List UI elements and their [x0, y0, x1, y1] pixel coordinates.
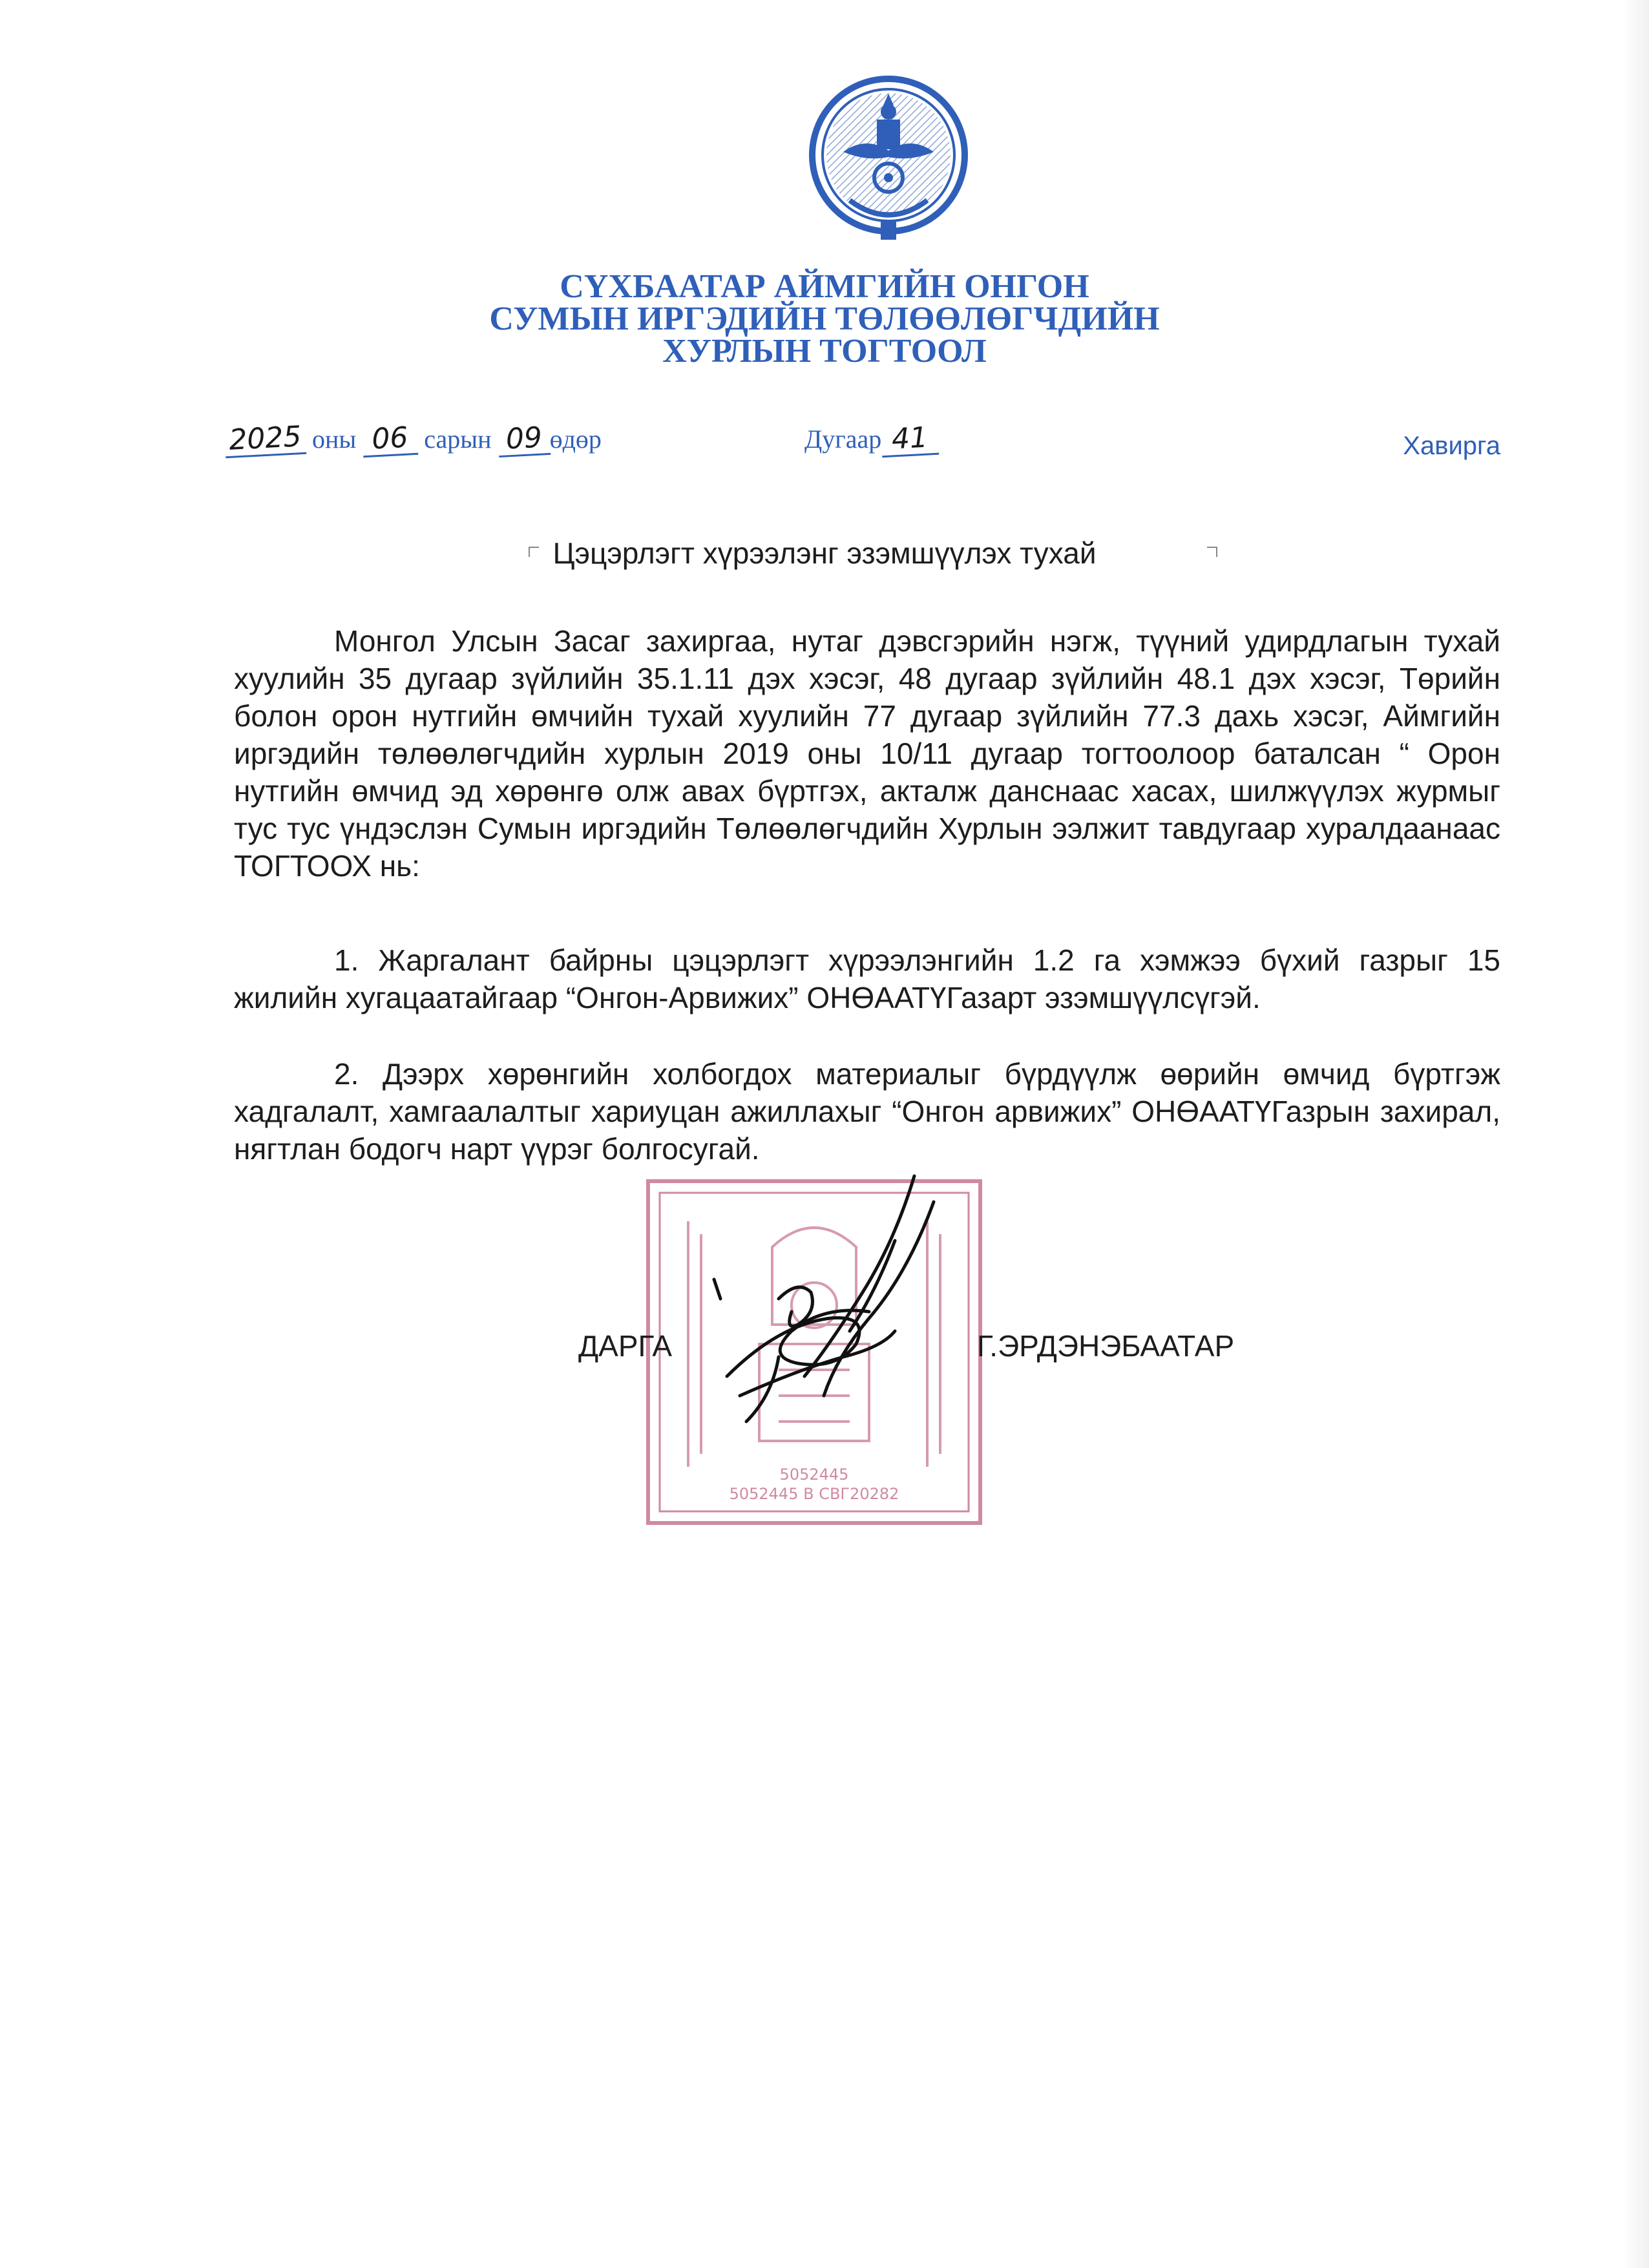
document-number-label: Дугаар: [804, 425, 882, 454]
date-line: [225, 420, 602, 457]
body-paragraph-item-1: 1. Жаргалант байрны цэцэрлэгт хүрээлэнгийн 1.2 га хэмжээ бүхий газрыг 15 жилийн хугацаатайгаар “Онгон-Арвижих” ОНӨААТҮГазарт эзэмшүүлсүгэй.: [234, 943, 1500, 1014]
header-line-1: СҮХБААТАР АЙМГИЙН ОНГОН: [560, 268, 1089, 305]
document-title: Цэцэрлэгт хүрээлэнг эзэмшүүлэх тухай: [552, 536, 1097, 570]
stamp-code-2: 5052445 В СВГ20282: [729, 1485, 899, 1503]
document-place: Хавирга: [1403, 432, 1500, 460]
soyombo-state-emblem-icon: [804, 74, 972, 246]
date-month: 06: [362, 422, 419, 457]
handwritten-signature-icon: [701, 1163, 972, 1441]
signatory-name: Г.ЭРДЭНЭБААТАР: [977, 1329, 1235, 1363]
date-month-suffix: сарын: [424, 425, 492, 454]
date-day-suffix: өдөр: [549, 425, 602, 454]
signatory-role: ДАРГА: [578, 1329, 673, 1363]
date-day: 09: [497, 422, 551, 457]
document-number-value: 41: [881, 422, 940, 458]
header-line-2: СУМЫН ИРГЭДИЙН ТӨЛӨӨЛӨГЧДИЙН: [489, 300, 1160, 337]
document-number: [804, 423, 938, 456]
date-year: 2025: [224, 421, 306, 458]
body-paragraph-item-2: 2. Дээрх хөрөнгийн холбогдох материалыг бүрдүүлж өөрийн өмчид бүртгэж хадгалалт, хамгаалалтыг хариуцан ажиллахыг “Онгон арвижих” ОНӨААТҮГазрын захирал, нягтлан бодогч нарт үүрэг болгосугай.: [234, 1057, 1500, 1166]
stamp-code-1: 5052445: [779, 1465, 849, 1484]
header-line-3: ХУРЛЫН ТОГТООЛ: [662, 333, 987, 370]
body-paragraph-preamble: Монгол Улсын Засаг захиргаа, нутаг дэвсгэрийн нэгж, түүний удирдлагын тухай хуулийн 35 дугаар зүйлийн 35.1.11 дэх хэсэг, 48 дугаар зүйлийн 48.1 дэх хэсэг, Төрийн болон орон нутгийн өмчийн тухай хуулийн 77 дугаар зүйлийн 77.3 дахь хэсэг, Аймгийн иргэдийн төлөөлөгчдийн хурлын 2019 оны 10/11 дугаар тогтоолоор баталсан “ Орон нутгийн өмчид эд хөрөнгө олж авах бүртгэх, акталж данснаас хасах, шилжүүлэх журмыг тус тус үндэслэн Сумын иргэдийн Төлөөлөгчдийн Хурлын ээлжит тавдугаар хуралдаанаас ТОГТООХ нь:: [234, 624, 1500, 883]
date-year-suffix: оны: [312, 425, 357, 454]
